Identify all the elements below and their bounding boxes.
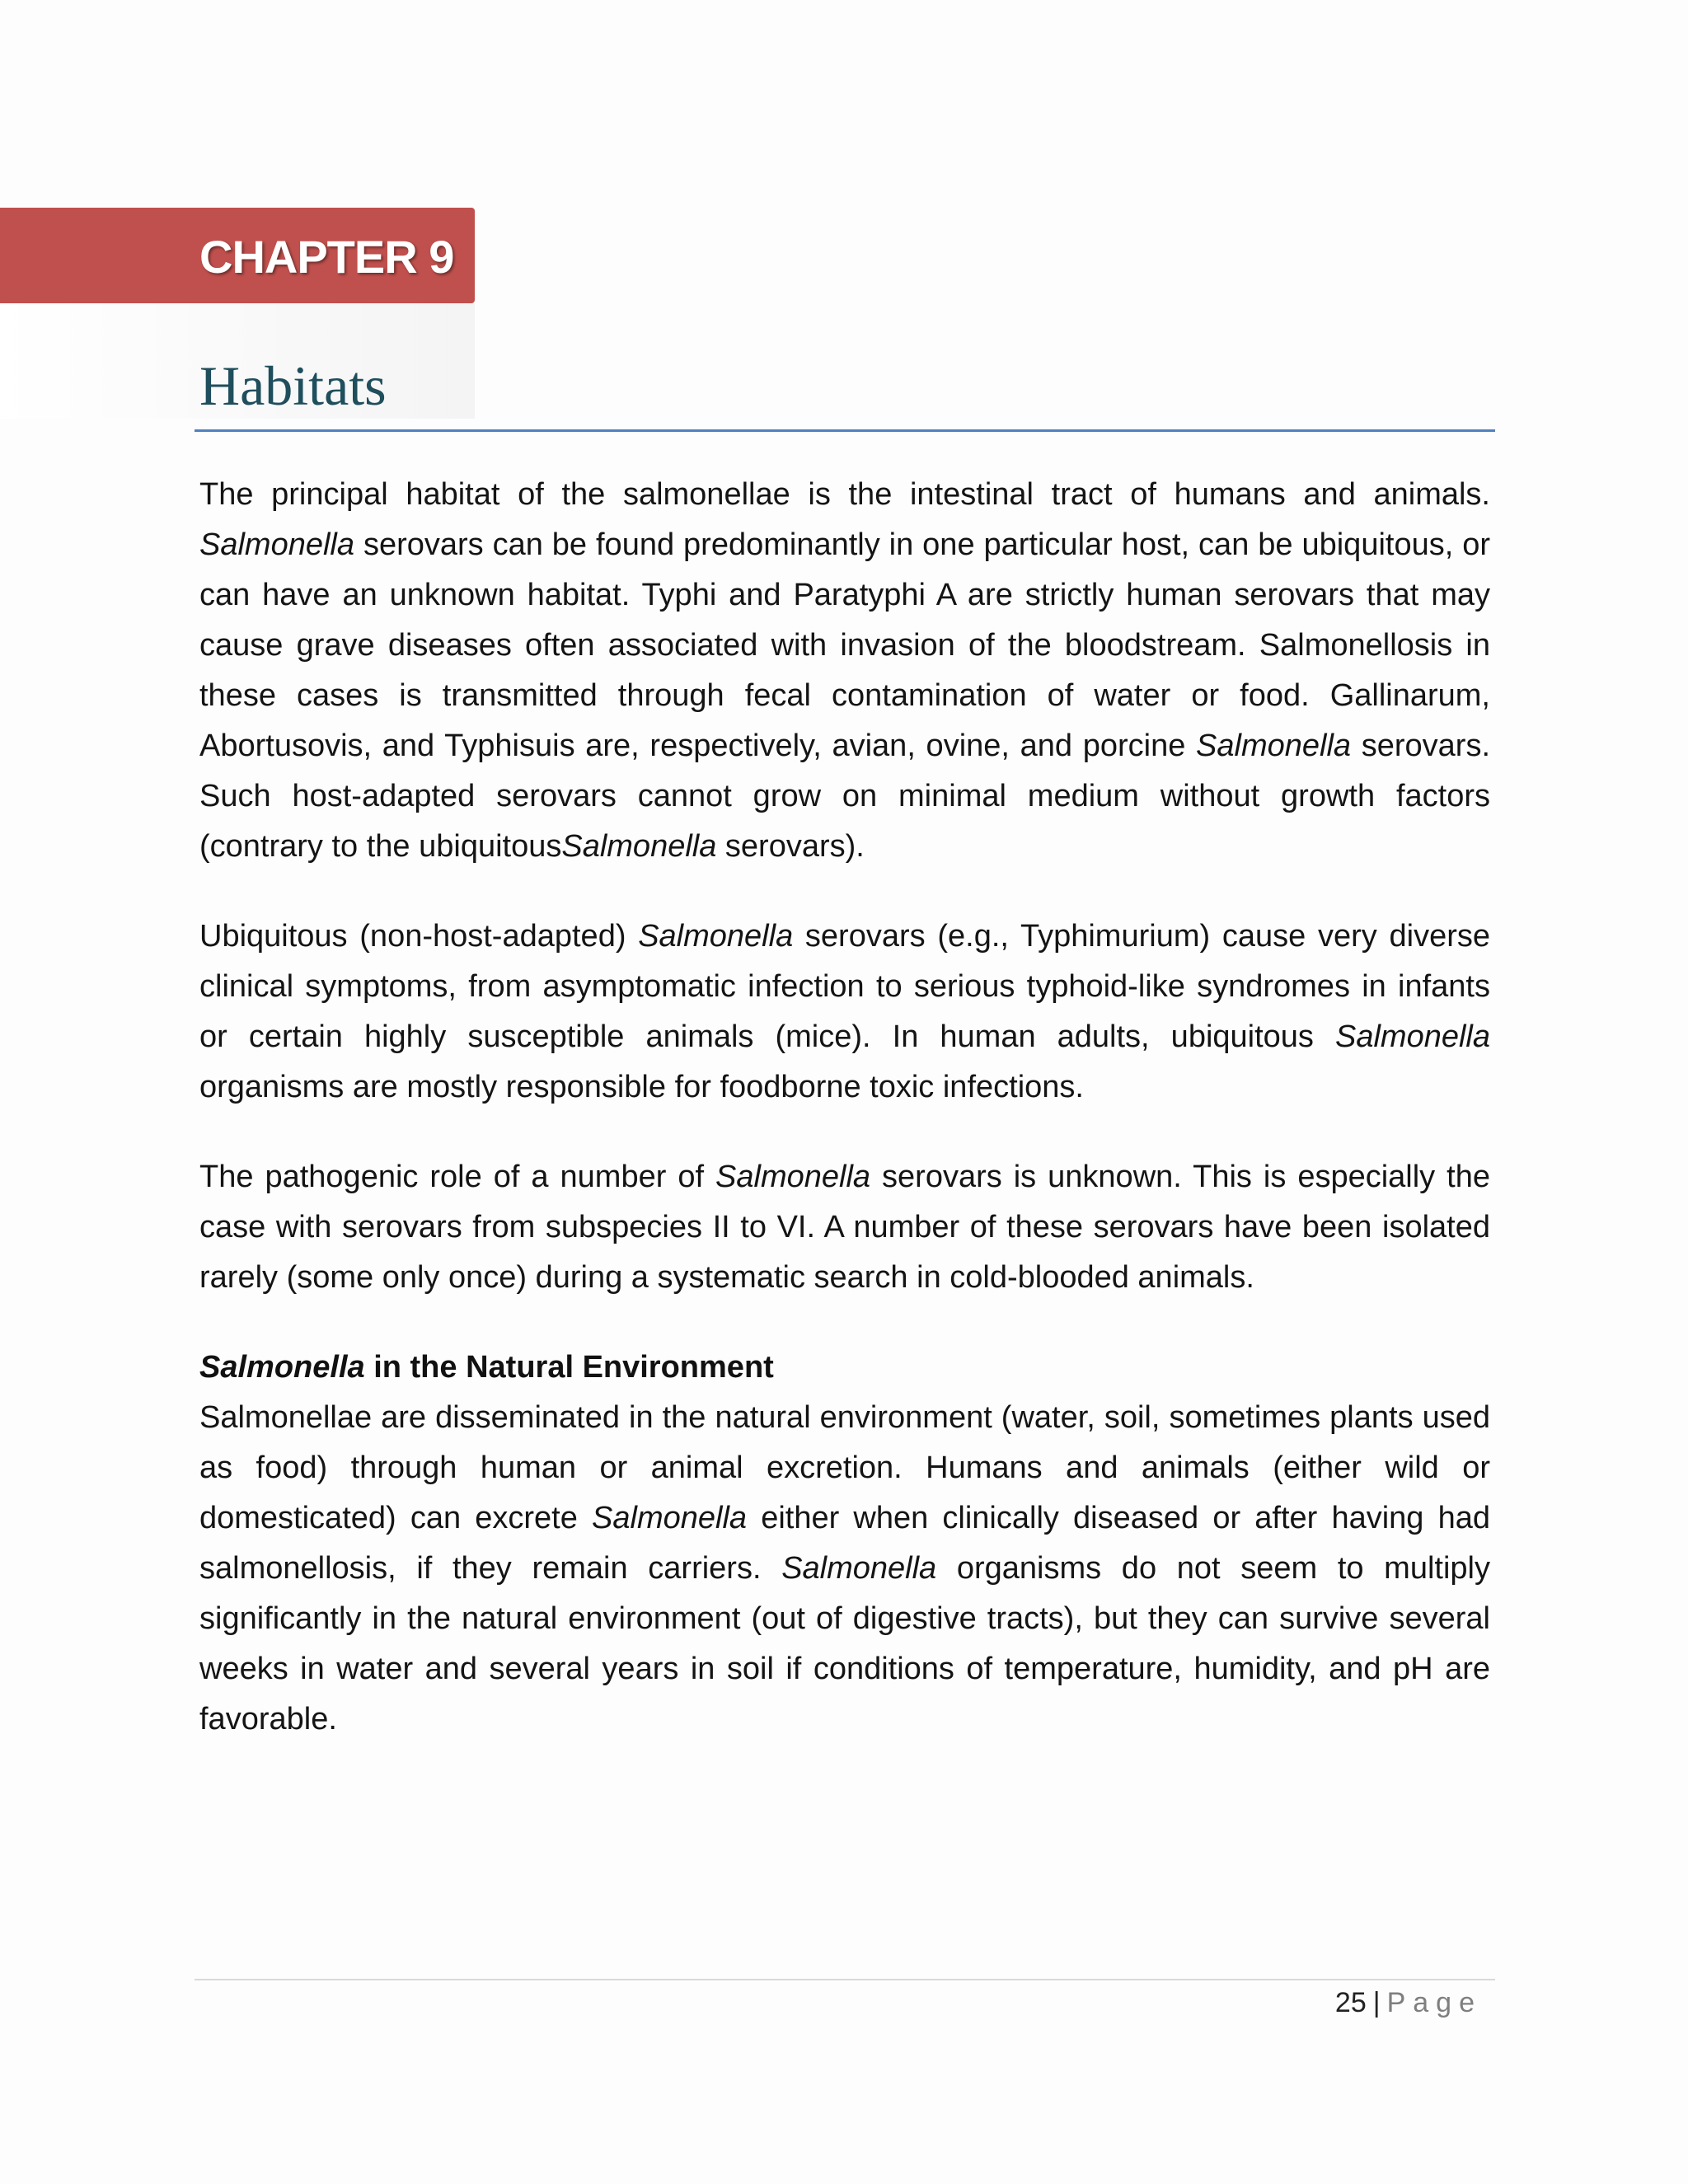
title-rule — [195, 429, 1495, 432]
text-run: Salmonellae are disseminated in the natural environment (water, soil, sometimes plants used as food) through human or animal excretion. Humans and animals (either wild or domesticated) can excrete — [199, 1400, 1490, 1535]
italic-term: Salmonella — [1196, 729, 1352, 763]
text-run: organisms are mostly responsible for foodborne toxic infections. — [199, 1070, 1084, 1104]
italic-term: Salmonella — [199, 1350, 365, 1385]
italic-term: Salmonella — [638, 919, 794, 954]
paragraph-natural-environment — [199, 1393, 1490, 1745]
text-run: serovars is unknown. This is especially the case with serovars from subspecies II to VI. A number of these serovars have been isolated rarely (some only once) during a systematic search in cold-blooded animals. — [199, 1160, 1490, 1295]
page-number: 25 — [1334, 1987, 1367, 2018]
text-run: serovars can be found predominantly in one particular host, can be ubiquitous, or can have an unknown habitat. Typhi and Paratyphi A are strictly human serovars that may cause grave diseases often associated with invasion of the bloodstream. Salmonellosis in these cases is transmitted through fecal contamination of water or food. Gallinarum, Abortusovis, and Typhisuis are, respectively, avian, ovine, and porcine — [199, 527, 1490, 763]
text-run: serovars. Such host-adapted serovars cannot grow on minimal medium without growth factors (contrary to the ubiquitous — [199, 729, 1490, 864]
text-run: The pathogenic role of a number of — [199, 1160, 716, 1194]
chapter-label: CHAPTER 9 — [199, 231, 454, 283]
footer-rule — [195, 1979, 1495, 1980]
section-heading — [199, 1343, 1490, 1393]
italic-term: Salmonella — [592, 1501, 748, 1535]
italic-term: Salmonella — [781, 1551, 937, 1586]
text-run: serovars (e.g., Typhimurium) cause very diverse clinical symptoms, from asymptomatic infection to serious typhoid-like syndromes in infants or certain highly susceptible animals (mice). In human adults, ubiquitous — [199, 919, 1490, 1054]
page-footer — [1335, 1981, 1482, 2024]
paragraph-principal-habitat — [199, 470, 1490, 872]
chapter-title: Habitats — [199, 354, 387, 417]
paragraph-pathogenic-role — [199, 1152, 1490, 1303]
chapter-body — [199, 470, 1490, 1745]
text-run: in the Natural Environment — [364, 1350, 774, 1385]
italic-term: Salmonella — [1335, 1019, 1490, 1054]
text-run: either when clinically diseased or after having had salmonellosis, if they remain carriers. — [199, 1501, 1490, 1586]
page-word: Page — [1386, 1987, 1482, 2018]
italic-term: Salmonella — [715, 1160, 871, 1194]
paragraph-ubiquitous-serovars — [199, 912, 1490, 1113]
page-separator: | — [1372, 1987, 1381, 2018]
text-run: Ubiquitous (non-host-adapted) — [199, 919, 639, 954]
text-run: The principal habitat of the salmonellae is the intestinal tract of humans and animals. — [199, 477, 1490, 512]
text-run: serovars). — [716, 829, 865, 864]
text-run: organisms do not seem to multiply significantly in the natural environment (out of digestive tracts), but they can survive several weeks in water and several years in soil if conditions of temperature, humidity, and pH are favorable. — [199, 1551, 1490, 1736]
italic-term: Salmonella — [199, 527, 354, 562]
italic-term: Salmonella — [561, 829, 717, 864]
